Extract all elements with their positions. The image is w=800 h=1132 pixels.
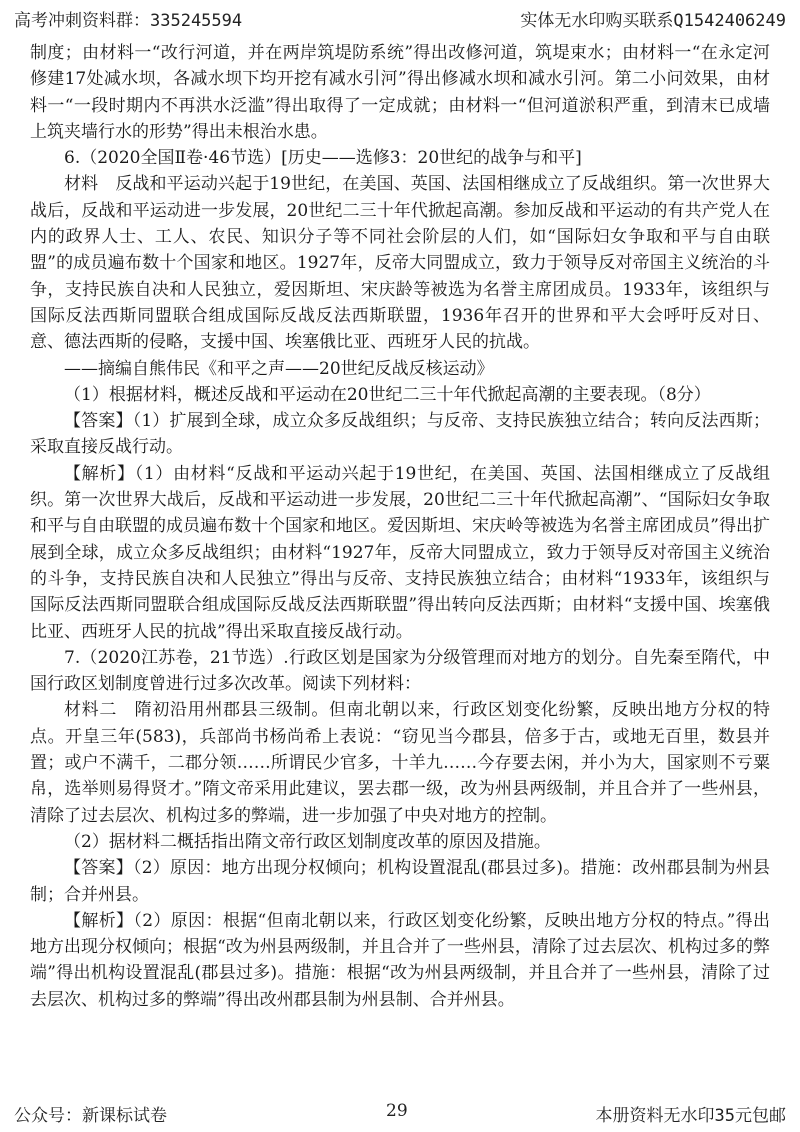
page-header	[14, 6, 786, 32]
page-footer	[14, 1101, 786, 1127]
paragraph: 材料二 隋初沿用州郡县三级制。但南北朝以来，行政区划变化纷繁，反映出地方分权的特点。开皇三年(583)，兵部尚书杨尚希上表说：“窃见当今郡县，倍多于古，或地无百里，数县并置；或户不满千，二郡分领……所谓民少官多，十羊九……今存要去闲，并小为大，国家则不亏粟帛，选举则易得贤才。”隋文帝采用此建议，罢去郡一级，改为州县两级制，并且合并了一些州县，清除了过去层次、机构过多的弊端，进一步加强了中央对地方的控制。	[30, 700, 770, 826]
paragraph: （2）据材料二概括指出隋文帝行政区划制度改革的原因及措施。	[64, 831, 551, 852]
header-right-text: 实体无水印购买联系Q1542406249	[520, 11, 786, 31]
paragraph: ——摘编自熊伟民《和平之声——20世纪反战反核运动》	[64, 358, 494, 379]
footer-left-text: 公众号：新课标试卷	[14, 1106, 167, 1126]
header-left-text: 高考冲刺资料群：335245594	[14, 11, 243, 31]
footer-right-text: 本册资料无水印35元包邮	[595, 1106, 786, 1126]
paragraph: 制度；由材料一“改行河道，并在两岸筑堤防系统”得出改修河道，筑堤束水；由材料一“在永定河修建17处减水坝，各减水坝下均开挖有减水引河”得出修减水坝和减水引河。第二小问效果，由材料一“一段时期内不再洪水泛滥”得出取得了一定成就；由材料一“但河道淤积严重，到清末已成墙上筑夹墙行水的形势”得出未根治水患。	[30, 43, 770, 142]
page-number: 29	[386, 1101, 408, 1121]
paragraph: 6.（2020全国Ⅱ卷·46节选）[历史——选修3：20世纪的战争与和平]	[64, 148, 582, 169]
page-content	[30, 40, 770, 1013]
paragraph: 【答案】（1）扩展到全球，成立众多反战组织；与反帝、支持民族独立结合；转向反法西斯；采取直接反战行动。	[30, 411, 770, 458]
paragraph: 【答案】（2）原因：地方出现分权倾向；机构设置混乱(郡县过多)。措施：改州郡县制为州县制；合并州县。	[30, 858, 770, 905]
paragraph: 材料 反战和平运动兴起于19世纪，在美国、英国、法国相继成立了反战组织。第一次世界大战后，反战和平运动进一步发展，20世纪二三十年代掀起高潮。参加反战和平运动的有共产党人在内的政界人士、工人、农民、知识分子等不同社会阶层的人们，如“国际妇女争取和平与自由联盟”的成员遍布数十个国家和地区。1927年，反帝大同盟成立，致力于领导反对帝国主义统治的斗争，支持民族自决和人民独立，爱因斯坦、宋庆龄等被选为名誉主席团成员。1933年，该组织与国际反法西斯同盟联合组成国际反战反法西斯联盟，1936年召开的世界和平大会呼吁反对日、意、德法西斯的侵略，支援中国、埃塞俄比亚、西班牙人民的抗战。	[30, 174, 770, 353]
paragraph: 7.（2020江苏卷，21节选）.行政区划是国家为分级管理而对地方的划分。自先秦至隋代，中国行政区划制度曾进行过多次改革。阅读下列材料：	[30, 647, 770, 695]
paragraph: （1）根据材料，概述反战和平运动在20世纪二三十年代掀起高潮的主要表现。（8分）	[64, 384, 711, 405]
paragraph: 【解析】（1）由材料“反战和平运动兴起于19世纪，在美国、英国、法国相继成立了反战组织。第一次世界大战后，反战和平运动进一步发展，20世纪二三十年代掀起高潮”、“国际妇女争取和平与自由联盟的成员遍布数十个国家和地区。爱因斯坦、宋庆岭等被选为名誉主席团成员”得出扩展到全球，成立众多反战组织；由材料“1927年，反帝大同盟成立，致力于领导反对帝国主义统治的斗争，支持民族自决和人民独立”得出与反帝、支持民族独立结合；由材料“1933年，该组织与国际反法西斯同盟联合组成国际反战反法西斯联盟”得出转向反法西斯；由材料“支援中国、埃塞俄比亚、西班牙人民的抗战”得出采取直接反战行动。	[30, 463, 770, 642]
paragraph: 【解析】（2）原因：根据“但南北朝以来，行政区划变化纷繁，反映出地方分权的特点。”得出地方出现分权倾向；根据“改为州县两级制，并且合并了一些州县，清除了过去层次、机构过多的弊端”得出机构设置混乱(郡县过多)。措施：根据“改为州县两级制，并且合并了一些州县，清除了过去层次、机构过多的弊端”得出改州郡县制为州县制、合并州县。	[30, 910, 770, 1010]
